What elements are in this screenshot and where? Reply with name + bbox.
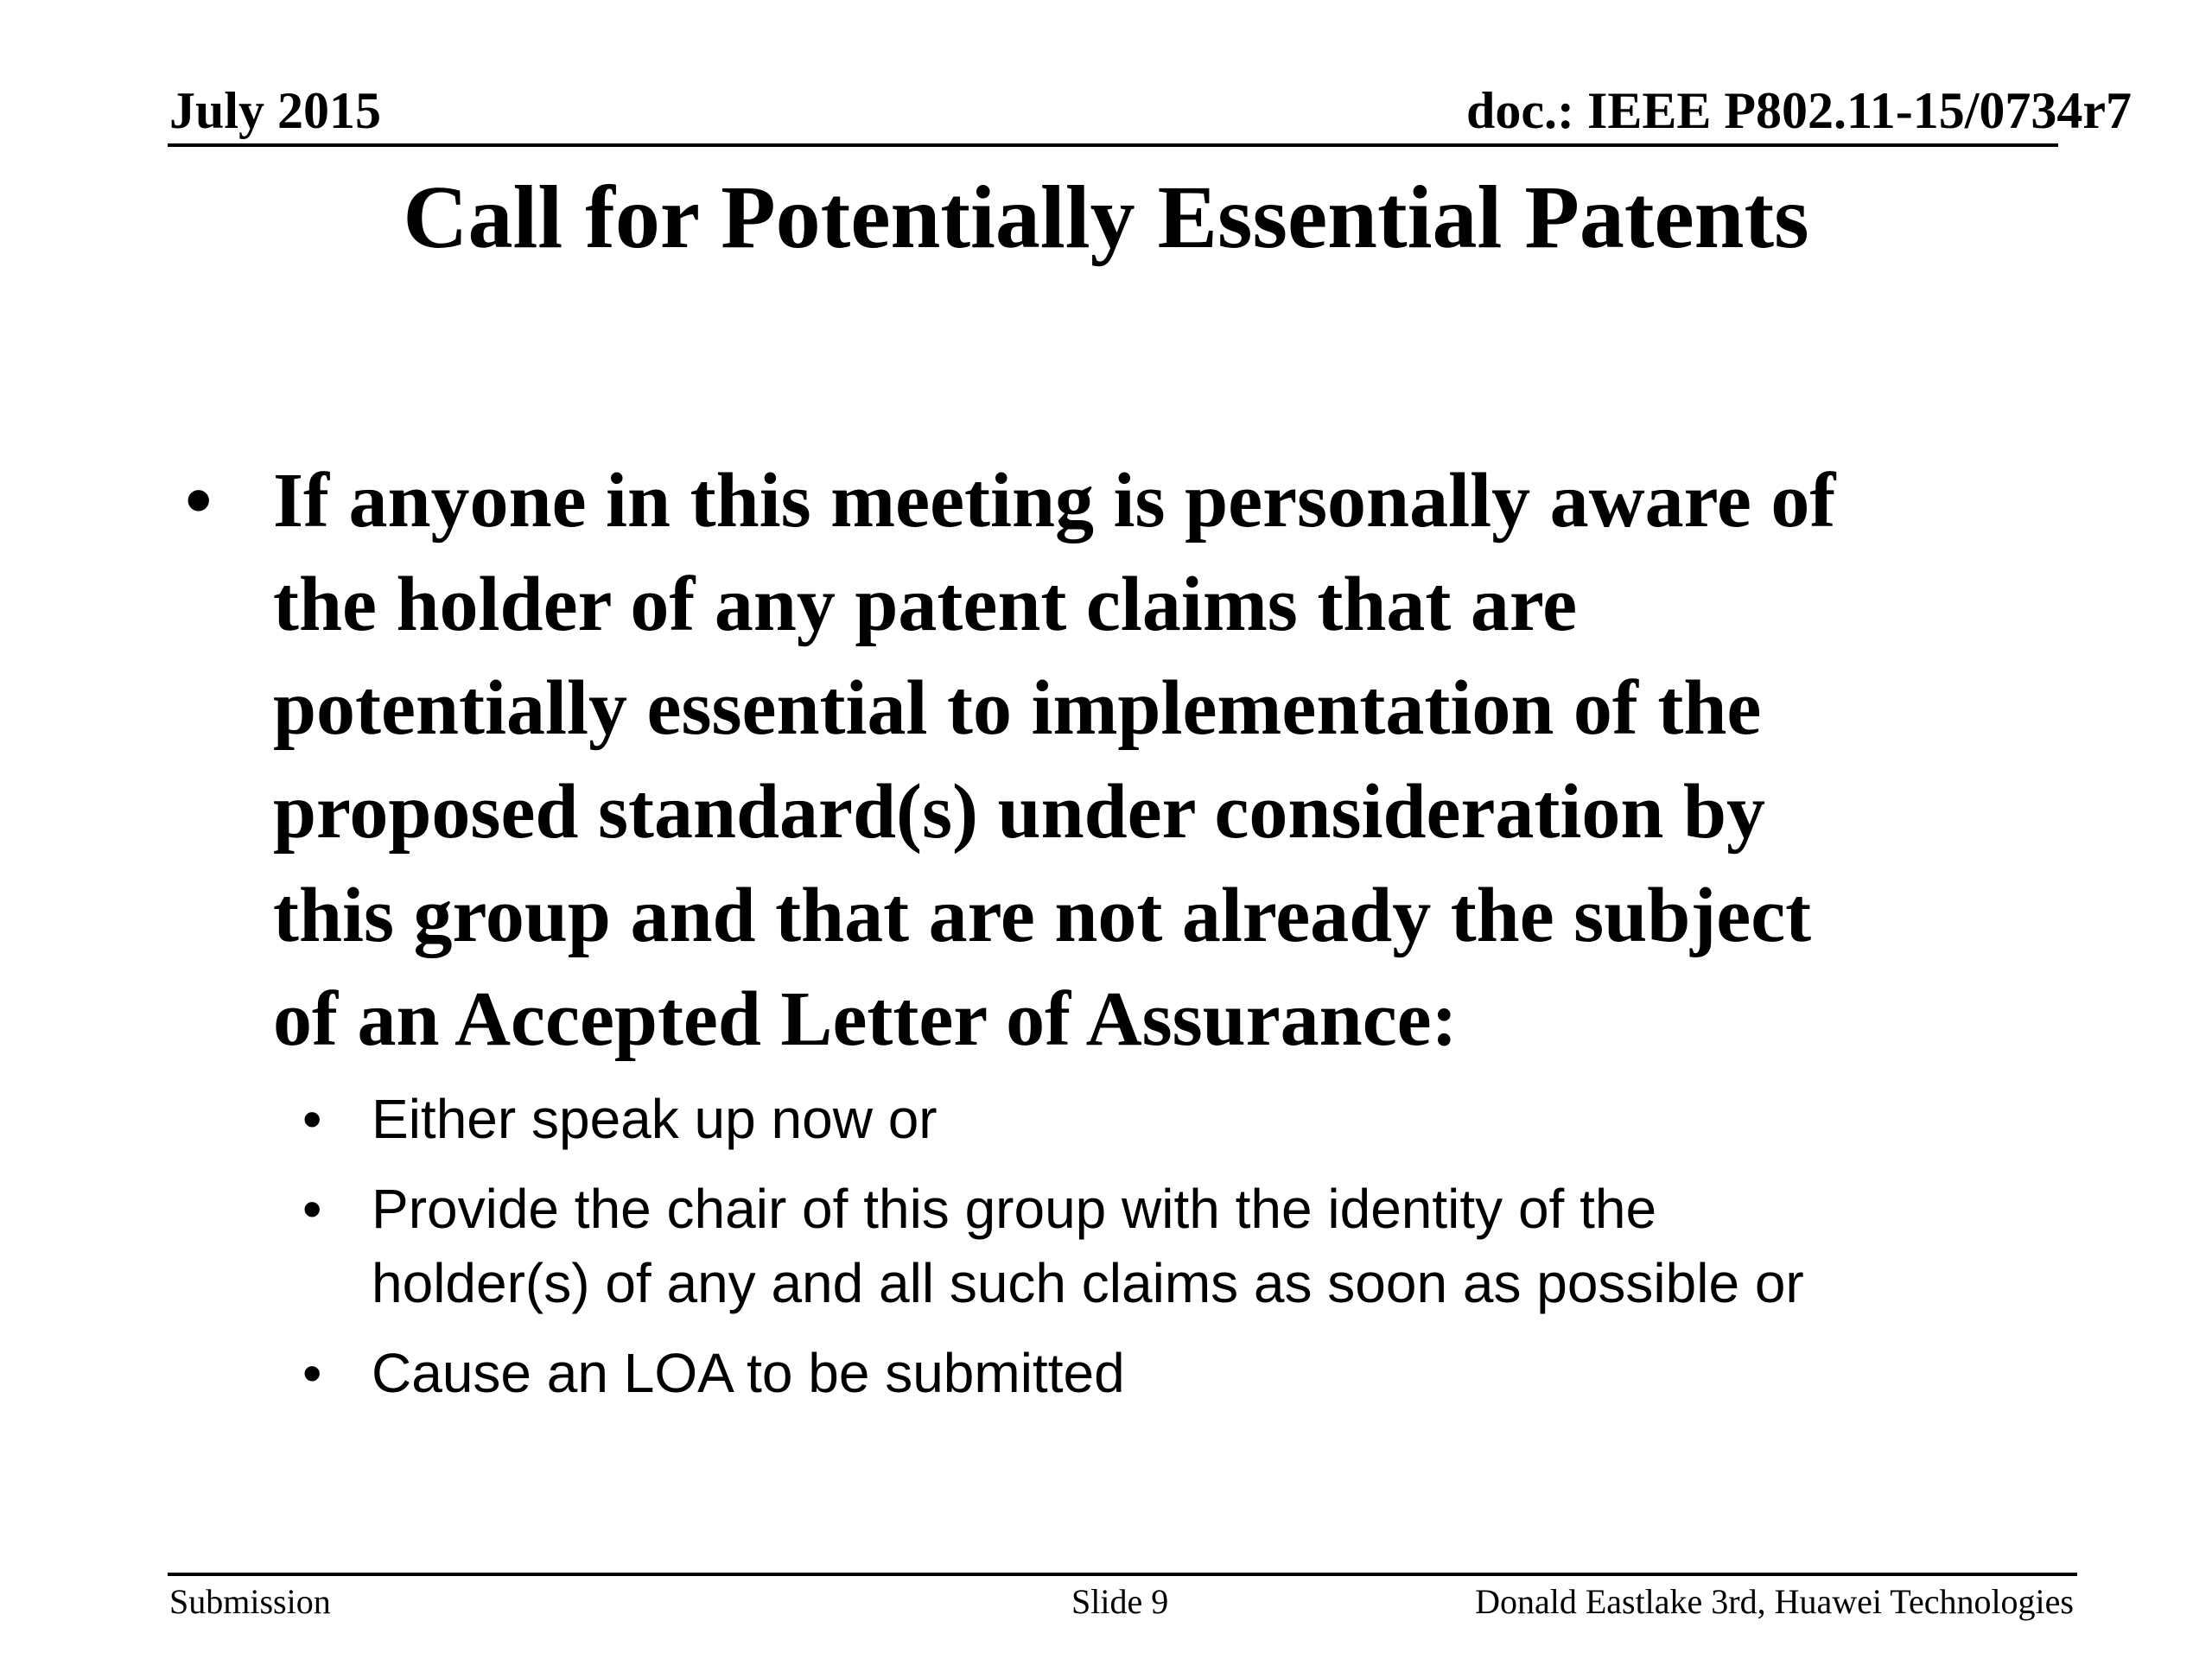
sub-bullet-item bbox=[302, 1172, 2031, 1320]
main-bullet-line: proposed standard(s) under consideration by bbox=[273, 769, 1766, 855]
header-divider bbox=[168, 143, 2058, 147]
slide-title: Call for Potentially Essential Patents bbox=[403, 168, 1809, 267]
footer-submission: Submission bbox=[169, 1582, 331, 1621]
sub-bullet-line: Cause an LOA to be submitted bbox=[372, 1342, 1125, 1404]
bullet-marker: • bbox=[302, 1342, 322, 1404]
main-bullet bbox=[185, 449, 2086, 1071]
footer-slide-number: Slide 9 bbox=[1071, 1582, 1169, 1621]
sub-bullet-line: holder(s) of any and all such claims as soon as possible or bbox=[372, 1252, 1804, 1314]
header-date: July 2015 bbox=[169, 82, 382, 139]
sub-bullet-list bbox=[302, 1082, 2031, 1426]
sub-bullet-item bbox=[302, 1082, 2031, 1156]
bullet-marker: • bbox=[302, 1178, 322, 1240]
sub-bullet-line: Either speak up now or bbox=[372, 1088, 938, 1150]
main-bullet-text bbox=[273, 449, 2105, 1071]
main-bullet-line: potentially essential to implementation of the bbox=[273, 665, 1762, 751]
main-bullet-line: If anyone in this meeting is personally aware of bbox=[273, 458, 1836, 543]
bullet-marker: • bbox=[302, 1088, 322, 1150]
main-bullet-line: this group and that are not already the subject bbox=[273, 873, 1812, 958]
main-bullet-line: the holder of any patent claims that are bbox=[273, 562, 1578, 647]
header-doc-id: doc.: IEEE P802.11-15/0734r7 bbox=[1465, 82, 2132, 139]
footer-author: Donald Eastlake 3rd, Huawei Technologies bbox=[1475, 1582, 2074, 1621]
footer-divider bbox=[168, 1573, 2077, 1576]
bullet-marker: • bbox=[185, 458, 213, 543]
sub-bullet-item bbox=[302, 1336, 2031, 1410]
sub-bullet-line: Provide the chair of this group with the identity of the bbox=[372, 1178, 1657, 1240]
main-bullet-line: of an Accepted Letter of Assurance: bbox=[273, 976, 1458, 1062]
